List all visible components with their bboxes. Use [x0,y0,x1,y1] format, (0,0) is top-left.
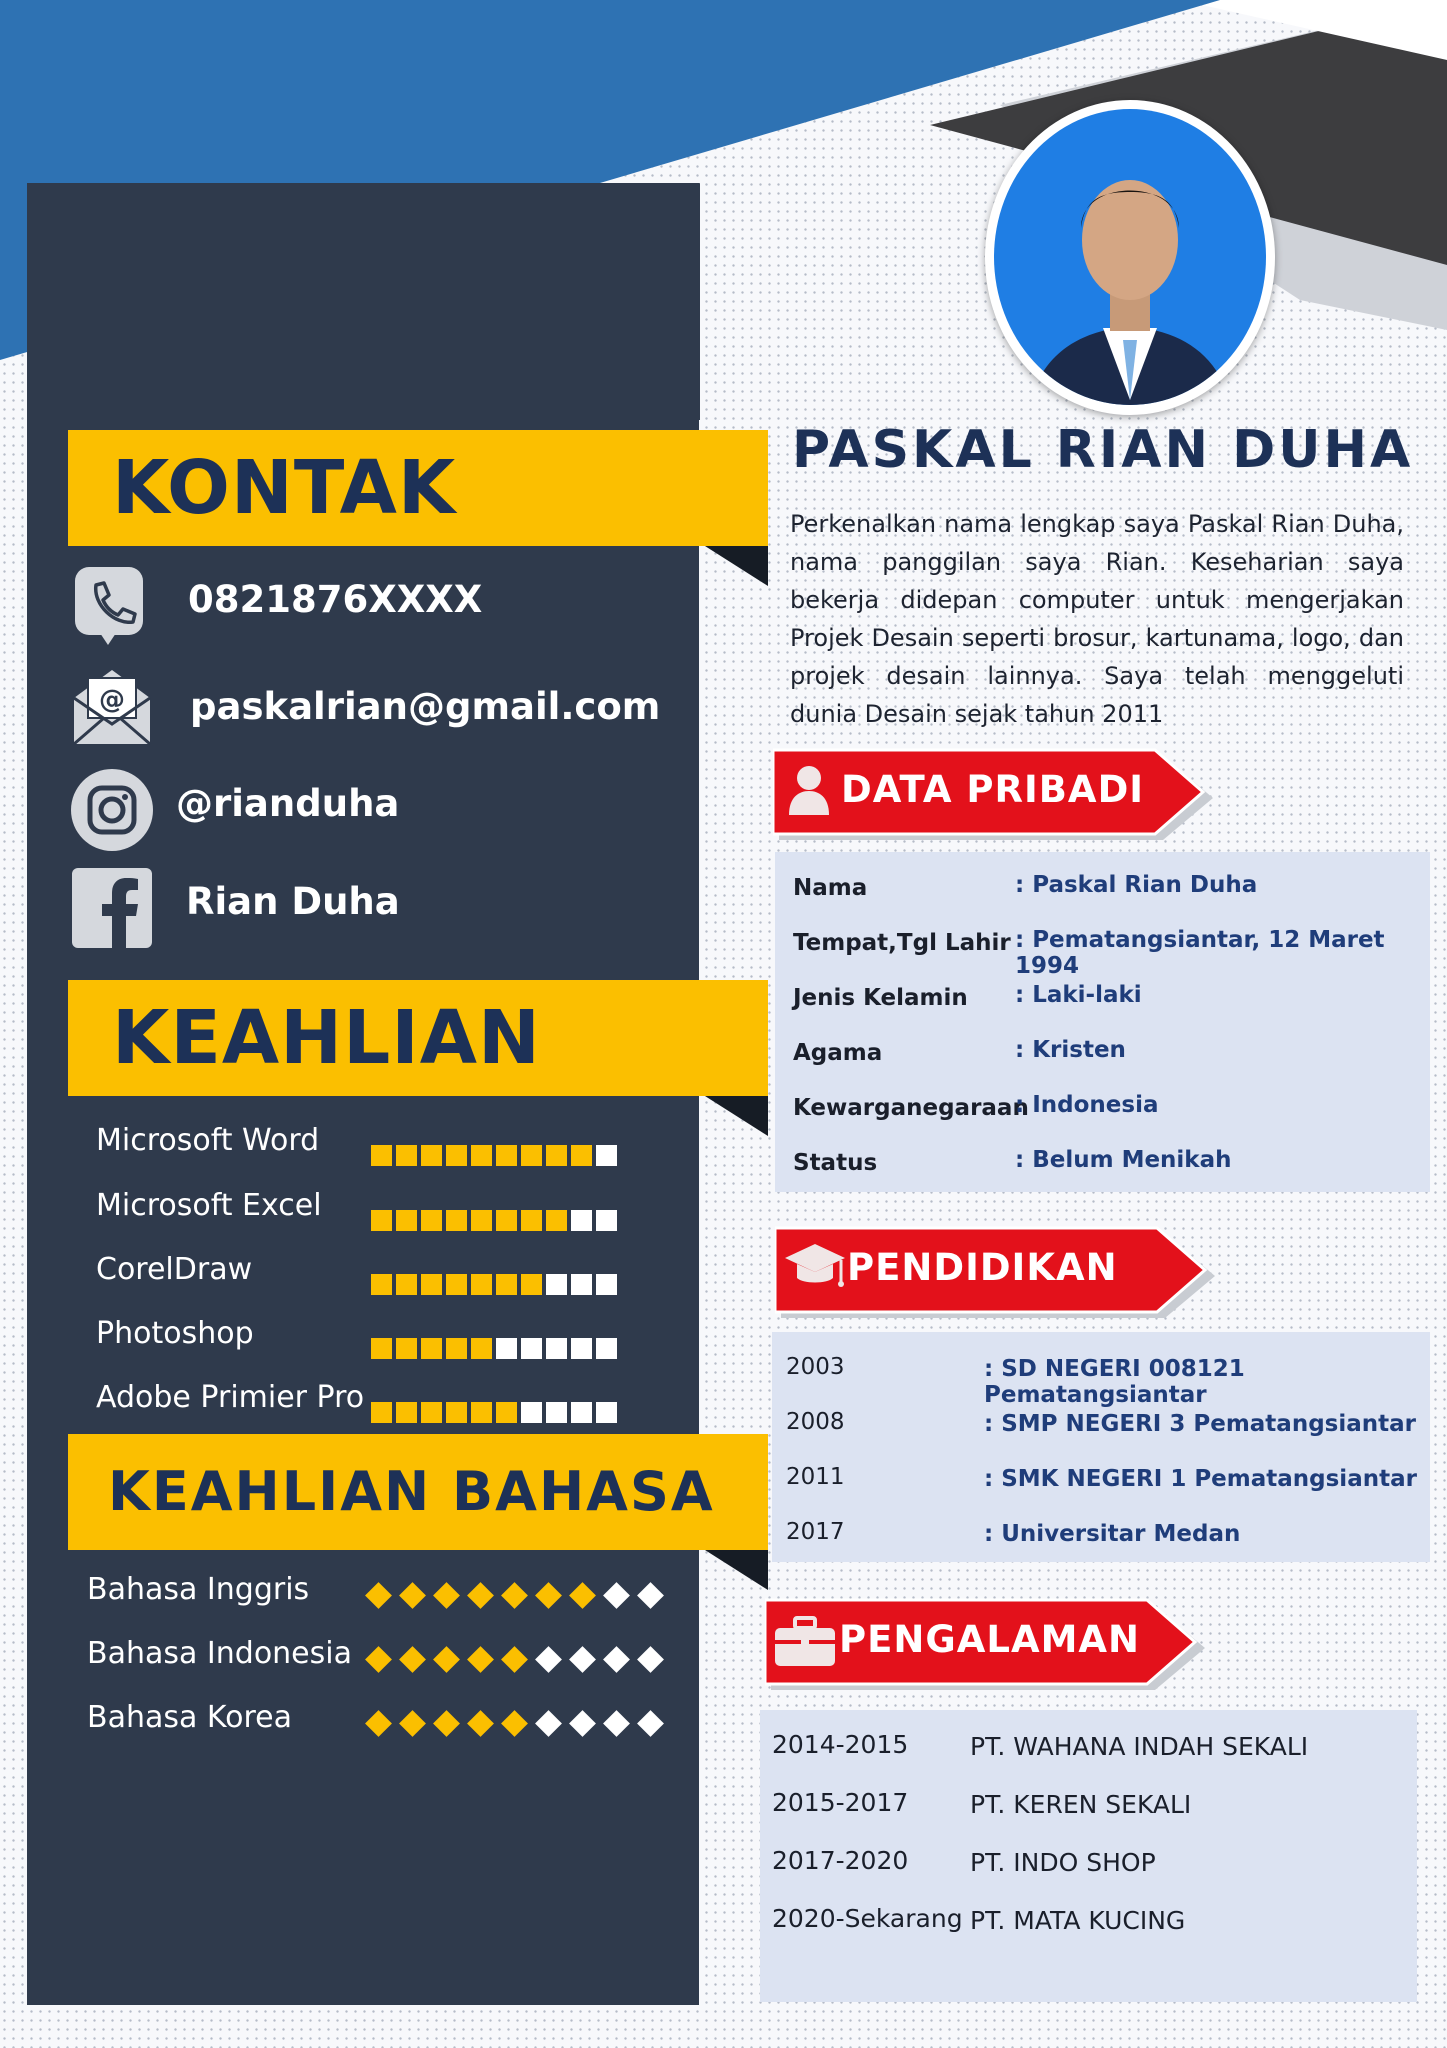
language-diamond-filled [465,1708,495,1738]
data-pribadi-value: : Pematangsiantar, 12 Maret 1994 [1015,927,1385,979]
data-pribadi-title: DATA PRIBADI [841,768,1145,811]
language-diamond-empty [635,1644,665,1674]
skill-block-empty [596,1274,617,1295]
skill-block-empty [546,1274,567,1295]
skill-block-filled [471,1145,492,1166]
language-diamond-empty [567,1708,597,1738]
kontak-title: KONTAK [112,445,457,531]
language-diamond-empty [601,1708,631,1738]
phone-number[interactable]: 0821876XXXX [188,578,483,621]
data-pribadi-label: Nama [793,875,868,901]
skill-block-empty [521,1338,542,1359]
skill-block-filled [496,1210,517,1231]
skill-block-filled [471,1210,492,1231]
pendidikan-year: 2003 [786,1354,845,1380]
skill-block-empty [521,1402,542,1423]
pengalaman-period: 2015-2017 [772,1788,909,1817]
pendidikan-year: 2011 [786,1464,845,1490]
pendidikan-tag [775,1226,1220,1314]
skill-block-filled [421,1274,442,1295]
data-pribadi-table [775,852,1430,1192]
skill-label: CorelDraw [96,1252,253,1287]
skill-label: Adobe Primier Pro [96,1380,365,1415]
language-diamond-empty [533,1644,563,1674]
facebook-name[interactable]: Rian Duha [186,880,400,923]
svg-text:@: @ [99,685,125,715]
skill-block-filled [471,1402,492,1423]
language-diamond-filled [397,1644,427,1674]
skill-block-filled [421,1338,442,1359]
skill-block-filled [371,1274,392,1295]
kontak-header [68,430,768,546]
language-diamond-empty [567,1644,597,1674]
data-pribadi-value: : Indonesia [1015,1092,1159,1118]
skill-block-empty [596,1402,617,1423]
language-label: Bahasa Korea [87,1700,292,1735]
data-pribadi-value: : Laki-laki [1015,982,1142,1008]
skill-meter [371,1145,617,1166]
skill-block-filled [496,1145,517,1166]
skill-block-filled [371,1145,392,1166]
skill-block-filled [496,1402,517,1423]
bahasa-header-fold [705,1550,768,1590]
skill-block-filled [521,1210,542,1231]
skill-block-filled [546,1145,567,1166]
pengalaman-company: PT. INDO SHOP [970,1848,1156,1877]
pengalaman-period: 2017-2020 [772,1846,909,1875]
language-diamond-filled [465,1580,495,1610]
pengalaman-company: PT. WAHANA INDAH SEKALI [970,1732,1309,1761]
skill-block-empty [596,1210,617,1231]
pendidikan-school: : Universitar Medan [984,1521,1241,1547]
skill-block-filled [546,1210,567,1231]
pengalaman-company: PT. KEREN SEKALI [970,1790,1192,1819]
graduation-cap-icon [783,1242,847,1294]
skill-block-empty [571,1338,592,1359]
skill-block-empty [596,1145,617,1166]
pendidikan-year: 2008 [786,1409,845,1435]
skill-block-filled [396,1210,417,1231]
skill-block-filled [521,1145,542,1166]
language-diamond-filled [397,1708,427,1738]
language-diamond-filled [499,1580,529,1610]
profile-photo [985,100,1275,415]
skill-label: Photoshop [96,1316,254,1351]
skill-label: Microsoft Excel [96,1188,322,1223]
pengalaman-table [760,1710,1417,2002]
pendidikan-school: : SMP NEGERI 3 Pematangsiantar [984,1411,1416,1437]
email-icon [70,662,154,746]
skill-block-empty [546,1402,567,1423]
data-pribadi-label: Kewarganegaraan [793,1095,1029,1121]
skill-block-filled [496,1274,517,1295]
language-label: Bahasa Indonesia [87,1636,352,1671]
pendidikan-school: : SD NEGERI 008121 Pematangsiantar [984,1356,1245,1408]
skill-block-filled [446,1210,467,1231]
skill-block-filled [446,1402,467,1423]
pendidikan-table [772,1332,1430,1562]
skill-meter [371,1402,617,1423]
skill-meter [371,1210,617,1231]
language-diamond-filled [431,1644,461,1674]
language-diamond-filled [397,1580,427,1610]
language-diamond-filled [567,1580,597,1610]
pendidikan-title: PENDIDIKAN [847,1246,1118,1289]
language-diamond-filled [363,1580,393,1610]
skill-block-filled [421,1402,442,1423]
kontak-header-fold [705,546,768,586]
language-diamond-empty [601,1644,631,1674]
language-label: Bahasa Inggris [87,1572,310,1607]
skill-block-empty [571,1274,592,1295]
skill-block-filled [371,1210,392,1231]
language-diamond-filled [499,1644,529,1674]
data-pribadi-value: : Paskal Rian Duha [1015,872,1258,898]
keahlian-title: KEAHLIAN [112,995,541,1081]
pendidikan-school: : SMK NEGERI 1 Pematangsiantar [984,1466,1417,1492]
skill-label: Microsoft Word [96,1123,320,1158]
person-name: PASKAL RIAN DUHA [792,420,1414,480]
pengalaman-period: 2014-2015 [772,1730,909,1759]
phone-icon [70,565,154,649]
skill-block-filled [471,1338,492,1359]
language-meter [363,1644,665,1674]
pengalaman-tag [765,1598,1210,1686]
skill-block-filled [396,1145,417,1166]
language-diamond-empty [601,1580,631,1610]
language-diamond-filled [363,1644,393,1674]
bahasa-header [68,1434,768,1550]
language-diamond-filled [431,1708,461,1738]
skill-block-filled [371,1402,392,1423]
data-pribadi-label: Agama [793,1040,883,1066]
skill-block-filled [446,1274,467,1295]
data-pribadi-label: Jenis Kelamin [793,985,968,1011]
language-diamond-empty [635,1580,665,1610]
keahlian-header [68,980,768,1096]
skill-block-filled [371,1338,392,1359]
language-diamond-empty [533,1708,563,1738]
pendidikan-year: 2017 [786,1519,845,1545]
keahlian-header-fold [705,1096,768,1136]
instagram-icon [70,768,154,852]
language-diamond-filled [465,1644,495,1674]
skill-block-empty [571,1402,592,1423]
skill-block-filled [446,1145,467,1166]
language-diamond-filled [533,1580,563,1610]
skill-block-filled [571,1145,592,1166]
skill-block-filled [396,1402,417,1423]
skill-block-filled [446,1338,467,1359]
language-diamond-empty [635,1708,665,1738]
skill-block-empty [571,1210,592,1231]
language-diamond-filled [363,1708,393,1738]
skill-block-filled [421,1145,442,1166]
user-icon [787,765,831,815]
briefcase-icon [773,1616,837,1668]
skill-meter [371,1274,617,1295]
skill-block-empty [496,1338,517,1359]
instagram-handle[interactable]: @rianduha [176,782,400,825]
language-diamond-filled [431,1580,461,1610]
language-diamond-filled [499,1708,529,1738]
data-pribadi-tag [773,748,1218,836]
data-pribadi-value: : Belum Menikah [1015,1147,1232,1173]
skill-block-filled [521,1274,542,1295]
skill-meter [371,1338,617,1359]
skill-block-empty [596,1338,617,1359]
pengalaman-title: PENGALAMAN [839,1618,1140,1661]
language-meter [363,1708,665,1738]
data-pribadi-label: Tempat,Tgl Lahir [793,930,1011,956]
intro-paragraph: Perkenalkan nama lengkap saya Paskal Rian Duha, nama panggilan saya Rian. Keseharian saya bekerja didepan computer untuk mengerjakan Projek Desain seperti brosur, kartunama, logo, dan projek desain lainnya. Saya telah menggeluti dunia Desain sejak tahun 2011 [790,510,1404,728]
data-pribadi-label: Status [793,1150,878,1176]
skill-block-empty [546,1338,567,1359]
skill-block-filled [471,1274,492,1295]
data-pribadi-value: : Kristen [1015,1037,1126,1063]
bahasa-title: KEAHLIAN BAHASA [108,1460,715,1523]
skill-block-filled [396,1338,417,1359]
pengalaman-period: 2020-Sekarang [772,1904,963,1933]
pengalaman-company: PT. MATA KUCING [970,1906,1186,1935]
language-meter [363,1580,665,1610]
skill-block-filled [421,1210,442,1231]
facebook-icon [70,866,154,950]
skill-block-filled [396,1274,417,1295]
email-address[interactable]: paskalrian@gmail.com [190,685,661,728]
